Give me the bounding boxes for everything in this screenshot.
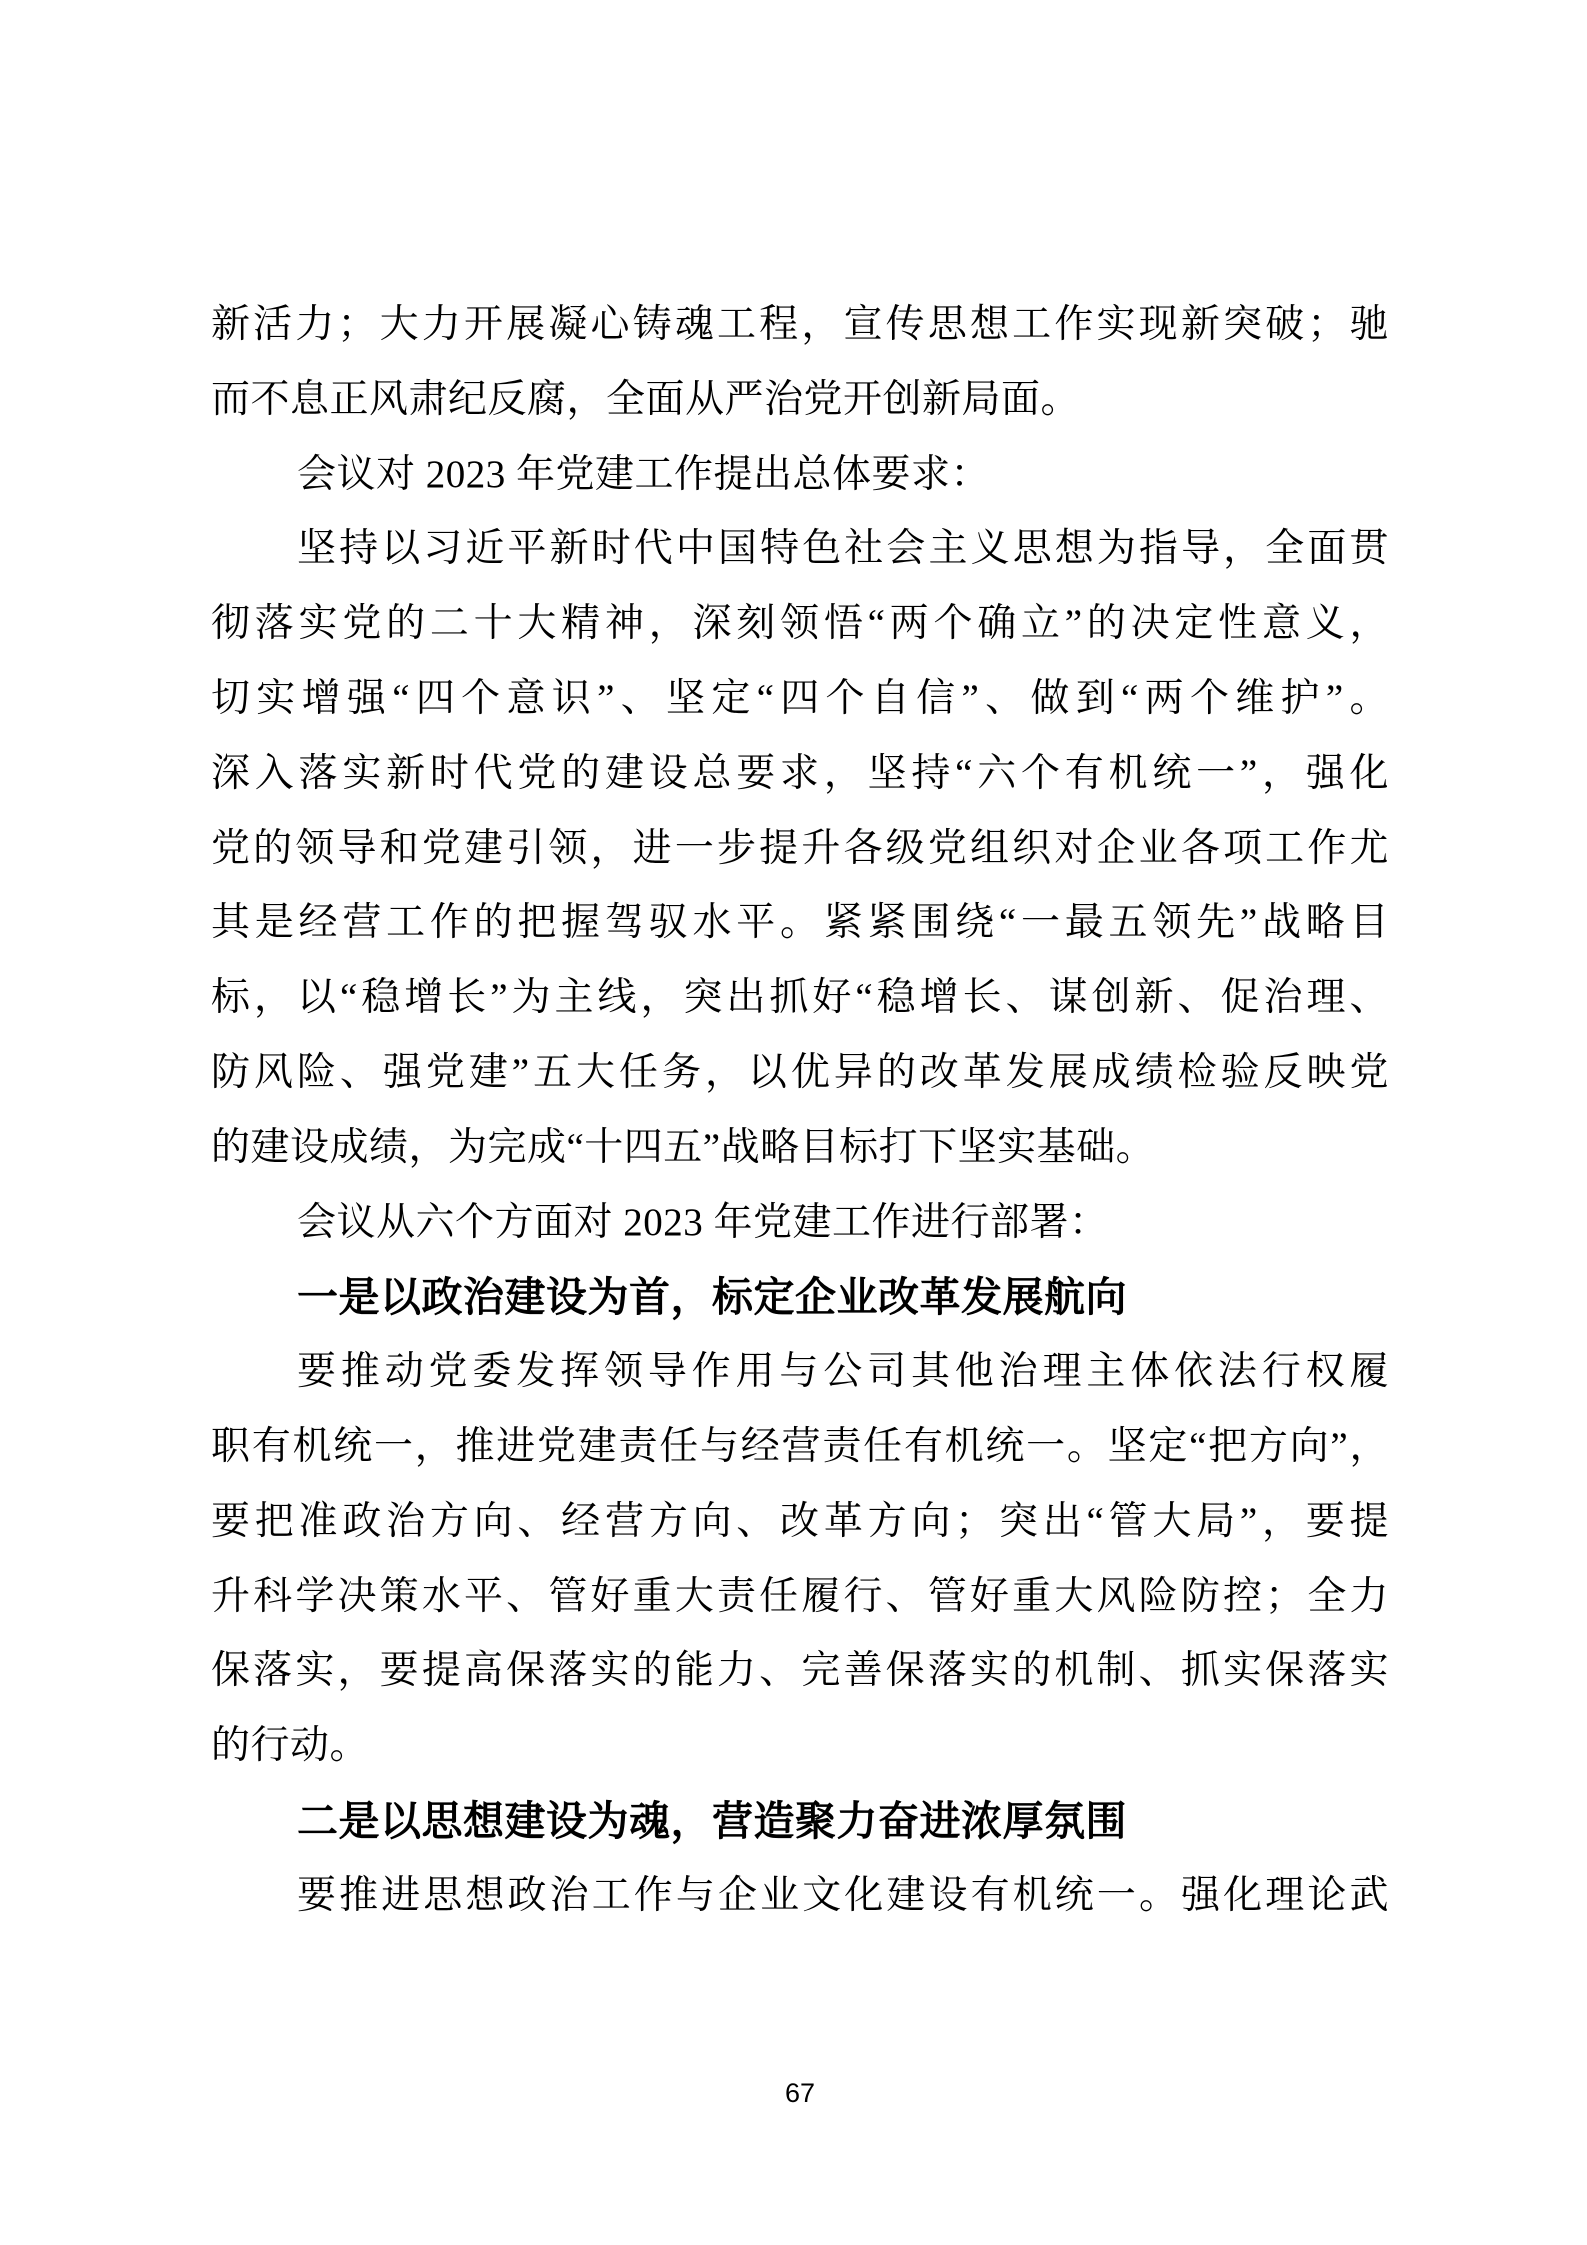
paragraph-line: 而不息正风肃纪反腐，全面从严治党开创新局面。 [211,377,1081,421]
paragraph-line: 要推动党委发挥领导作用与公司其他治理主体依法行权履 [297,1350,1389,1394]
document-body [211,288,1389,1934]
paragraph-line: 的行动。 [211,1724,370,1768]
paragraph-line: 其是经营工作的把握驾驭水平。紧紧围绕“一最五领先”战略目 [211,901,1389,945]
paragraph-line: 标，以“稳增长”为主线，突出抓好“稳增长、谋创新、促治理、 [211,976,1389,1020]
paragraph-line: 的建设成绩，为完成“十四五”战略目标打下坚实基础。 [211,1125,1156,1169]
paragraph-line: 升科学决策水平、管好重大责任履行、管好重大风险防控；全力 [211,1574,1389,1618]
paragraph-line: 要把准政治方向、经营方向、改革方向；突出“管大局”，要提 [211,1499,1389,1543]
paragraph-line: 会议从六个方面对 2023 年党建工作进行部署： [297,1200,1109,1244]
paragraph-line: 深入落实新时代党的建设总要求，坚持“六个有机统一”，强化 [211,751,1389,795]
paragraph-line: 彻落实党的二十大精神，深刻领悟“两个确立”的决定性意义， [211,602,1389,646]
paragraph-line: 党的领导和党建引领，进一步提升各级党组织对企业各项工作尤 [211,826,1389,870]
paragraph-line: 防风险、强党建”五大任务，以优异的改革发展成绩检验反映党 [211,1050,1389,1094]
paragraph-line: 新活力；大力开展凝心铸魂工程，宣传思想工作实现新突破；驰 [211,303,1389,346]
section-heading-line: 二是以思想建设为魂，营造聚力奋进浓厚氛围 [297,1797,1127,1844]
page-number: 67 [784,2078,816,2108]
paragraph-line: 保落实，要提高保落实的能力、完善保落实的机制、抓实保落实 [211,1649,1389,1693]
paragraph-line: 坚持以习近平新时代中国特色社会主义思想为指导，全面贯 [297,527,1389,571]
paragraph-line: 职有机统一，推进党建责任与经营责任有机统一。坚定“把方向”， [211,1424,1389,1468]
section-heading-line: 一是以政治建设为首，标定企业改革发展航向 [297,1274,1127,1321]
paragraph-line: 会议对 2023 年党建工作提出总体要求： [297,452,991,496]
paragraph-line: 要推进思想政治工作与企业文化建设有机统一。强化理论武 [297,1873,1389,1917]
paragraph-line: 切实增强“四个意识”、坚定“四个自信”、做到“两个维护”。 [211,676,1389,720]
